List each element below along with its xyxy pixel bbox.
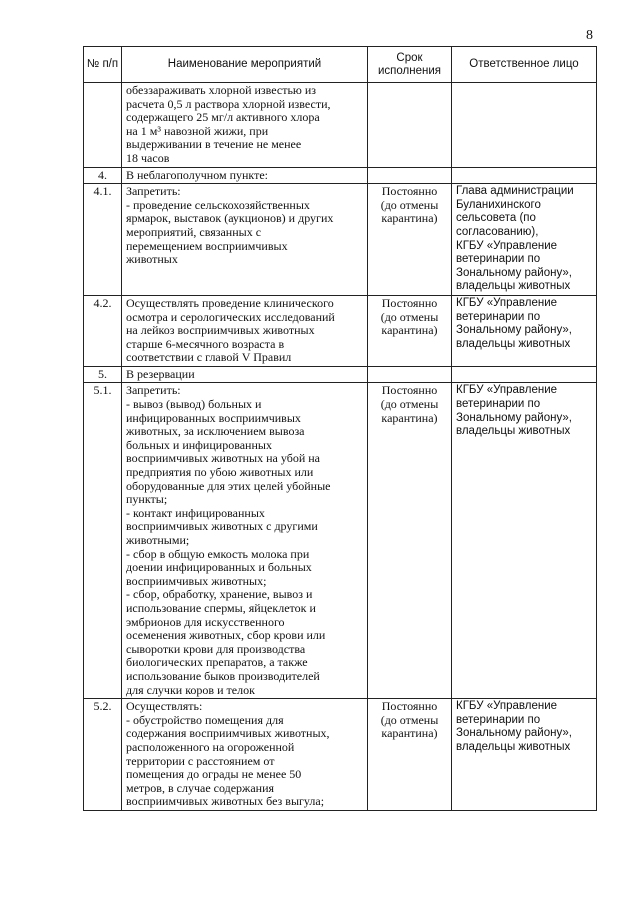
header-num: № п/п xyxy=(84,47,122,83)
table-row-section xyxy=(84,167,597,184)
measure-line: восприимчивых животных без выгула; xyxy=(126,794,325,809)
section-title: В резервации xyxy=(122,366,368,383)
measure-line: животными; xyxy=(126,533,190,547)
row-term xyxy=(368,83,452,168)
row-num xyxy=(84,83,122,168)
measure-line: доении инфицированных и больных xyxy=(126,560,312,575)
row-num: 5.1. xyxy=(84,383,122,699)
row-responsible: Глава администрации Буланихинского сельсовета (по согласованию), КГБУ «Управление ветеринарии по Зональному району», владельцы животных xyxy=(452,184,597,296)
measure-line: животных xyxy=(126,252,178,267)
measure-line: - вывоз (вывод) больных и xyxy=(126,397,262,412)
measure-line: для случки коров и телок xyxy=(126,682,255,697)
measure-line: предприятия по убою животных или xyxy=(126,465,314,480)
measure-line: на 1 м³ навозной жижи, при xyxy=(126,123,269,138)
row-responsible: КГБУ «Управление ветеринарии по Зональному району», владельцы животных xyxy=(452,295,597,366)
row-responsible: КГБУ «Управление ветеринарии по Зональному району», владельцы животных xyxy=(452,383,597,699)
table-row-continued xyxy=(84,83,597,168)
row-measure xyxy=(122,184,368,296)
measure-line: больных и инфицированных xyxy=(126,437,272,452)
measure-line: сыворотки крови для производства xyxy=(126,641,306,656)
measure-line: - обустройство помещения для xyxy=(126,712,284,727)
measure-line: расчета 0,5 л раствора хлорной извести, xyxy=(126,96,331,111)
measure-line: восприимчивых животных на убой на xyxy=(126,451,320,466)
row-num: 5. xyxy=(84,366,122,383)
measure-line: восприимчивых животных; xyxy=(126,573,267,588)
measure-line: на лейкоз восприимчивых животных xyxy=(126,323,315,338)
measure-line: Осуществлять: xyxy=(126,699,203,714)
measure-line: Запретить: xyxy=(126,383,181,398)
row-term: Постоянно (до отмены карантина) xyxy=(368,184,452,296)
measure-line: 18 часов xyxy=(126,150,170,165)
measure-line: обеззараживать хлорной известью из xyxy=(126,83,317,97)
section-title: В неблагополучном пункте: xyxy=(122,167,368,184)
measure-line: Осуществлять проведение клинического xyxy=(126,295,334,310)
header-name: Наименование мероприятий xyxy=(122,47,368,83)
row-num: 4. xyxy=(84,167,122,184)
measure-line: расположенного на огороженной xyxy=(126,739,295,754)
measure-line: животных, за исключением вывоза xyxy=(126,424,305,439)
measure-line: пункты; xyxy=(126,492,168,507)
measure-line: - сбор в общую емкость молока при xyxy=(126,546,310,561)
measure-line: ярмарок, выставок (аукционов) и других xyxy=(126,211,334,226)
measure-line: выдерживании в течение не менее xyxy=(126,137,302,152)
page-number: 8 xyxy=(586,28,593,43)
table-header-row xyxy=(84,47,597,83)
measure-line: перемещением восприимчивых xyxy=(126,238,288,253)
header-term: Срок исполнения xyxy=(368,47,452,83)
measure-line: восприимчивых животных с другими xyxy=(126,519,318,534)
table-row xyxy=(84,383,597,699)
measure-line: Запретить: xyxy=(126,184,181,199)
measure-line: метров, в случае содержания xyxy=(126,780,275,795)
measure-line: оборудованные для этих целей убойные xyxy=(126,478,331,493)
table-row xyxy=(84,295,597,366)
table-row xyxy=(84,699,597,811)
row-measure xyxy=(122,383,368,699)
row-measure xyxy=(122,83,368,168)
row-num: 4.2. xyxy=(84,295,122,366)
measure-line: эмбрионов для искусственного xyxy=(126,614,285,629)
measure-line: использование спермы, яйцеклеток и xyxy=(126,600,316,615)
table-row-section xyxy=(84,366,597,383)
measure-line: осмотра и серологических исследований xyxy=(126,309,335,324)
row-num: 4.1. xyxy=(84,184,122,296)
row-measure xyxy=(122,699,368,811)
measure-line: биологических препаратов, а также xyxy=(126,655,308,670)
measure-line: - контакт инфицированных xyxy=(126,505,265,520)
measure-line: - проведение сельскохозяйственных xyxy=(126,197,310,212)
measure-line: использование быков производителей xyxy=(126,668,320,683)
measure-line: инфицированных восприимчивых xyxy=(126,410,301,425)
measure-line: мероприятий, связанных с xyxy=(126,224,262,239)
row-term: Постоянно (до отмены карантина) xyxy=(368,699,452,811)
measure-line: соответствии с главой V Правил xyxy=(126,350,292,365)
row-measure xyxy=(122,295,368,366)
measure-line: осеменения животных, сбор крови или xyxy=(126,628,326,643)
table-row xyxy=(84,184,597,296)
measures-table xyxy=(83,46,597,811)
measure-line: помещения до ограды не менее 50 xyxy=(126,767,302,782)
row-term: Постоянно (до отмены карантина) xyxy=(368,295,452,366)
measure-line: старше 6-месячного возраста в xyxy=(126,336,285,351)
row-term: Постоянно (до отмены карантина) xyxy=(368,383,452,699)
measure-line: содержания восприимчивых животных, xyxy=(126,726,330,741)
row-responsible xyxy=(452,83,597,168)
measure-line: содержащего 25 мг/л активного хлора xyxy=(126,110,320,125)
row-num: 5.2. xyxy=(84,699,122,811)
row-responsible: КГБУ «Управление ветеринарии по Зональному району», владельцы животных xyxy=(452,699,597,811)
measure-line: территории с расстоянием от xyxy=(126,753,275,768)
measure-line: - сбор, обработку, хранение, вывоз и xyxy=(126,587,313,602)
header-responsible: Ответственное лицо xyxy=(452,47,597,83)
